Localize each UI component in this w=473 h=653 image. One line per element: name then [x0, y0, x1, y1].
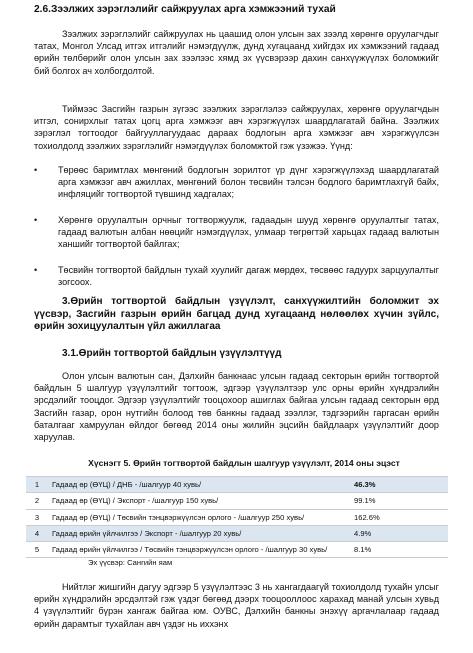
bullet-item-2 — [34, 214, 439, 251]
row-number: 1 — [26, 477, 48, 493]
bullet-text: Төсвийн тогтвортой байдлын тухай хуулийг дагаж мөрдөх, төсвөөс гадуурх зарцуулалтыг зогсоох. — [58, 265, 439, 288]
row-label: Гадаад өр (ӨҮЦ) / Экспорт - /шалгуур 150 хувь/ — [48, 493, 350, 509]
paragraph-4: Нийтлэг жишгийн дагуу эдгээр 5 үзүүлэлтээс 3 нь хангагдаагүй тохиолдолд тухайн улсыг өрийн хүндрэлийн эрсдэлтэй гэж үздэг бөгөөд дээрх тооцооллоос харахад манай улсын хувьд 4 үзүүлэлтийг бүрэн хангаж байгаа юм. ОУВС, Дэлхийн банкны энэхүү аргачлалаар гадаад өрийн дарамтыг тухайлан авч үздэг нь иххэнх — [34, 582, 439, 629]
debt-sustainability-table — [26, 476, 448, 558]
row-value: 46.3% — [350, 477, 448, 493]
row-value: 162.6% — [350, 509, 448, 525]
bullet-dot-icon: • — [34, 165, 38, 175]
row-value: 8.1% — [350, 542, 448, 558]
bullet-item-3 — [34, 264, 439, 288]
row-number: 5 — [26, 542, 48, 558]
table-row — [26, 493, 448, 509]
row-label: Гадаад өр (ӨҮЦ) / Төсвийн тэнцвэржүүлсэн орлого - /шалгуур 250 хувь/ — [48, 509, 350, 525]
bullet-text: Төрөөс баримтлах мөнгөний бодлогын зорилтот үр дүнг хэрэгжүүлэхэд шаардлагатай арга хэмжээг авч ажиллах, мөнгөний болон төсвийн тэлсэн бодлого баримтлахгүй байх, инфляцийг тогтвортой түвшинд хадгалах; — [58, 165, 439, 200]
paragraph-2: Тиймээс Засгийн газрын зүгээс зээлжих зэрэглэлээ сайжруулах, хөрөнгө оруулагчдын итгэл, сонирхлыг татах цогц арга хэмжээг авч хэрэгжүүлэх шаардлагатай байна. Зээлжих зэрэглэл тогтоодог байгууллагуудаас дараах бодлогын арга хэмжээг авч хэрэгжүүлсэн тохиолдолд зээлжих зэрэглэлийг нэмэгдүүлэх боломжтой гэж үзэжээ. Үүнд: — [34, 104, 439, 151]
row-number: 2 — [26, 493, 48, 509]
bullet-dot-icon: • — [34, 215, 38, 225]
row-label: Гадаад өр (ӨҮЦ) / ДНБ - /шалгуур 40 хувь/ — [48, 477, 350, 493]
row-number: 4 — [26, 525, 48, 541]
table-row — [26, 509, 448, 525]
section-heading-3-1: 3.1.Өрийн тогтвортой байдлын үзүүлэлтүүд — [62, 348, 282, 359]
table-caption: Хүснэгт 5. Өрийн тогтвортой байдлын шалгуур үзүүлэлт, 2014 оны эцэст — [88, 458, 400, 468]
section-heading-3: 3.Өрийн тогтвортой байдлын үзүүлэлт, санхүүжилтийн боломжит эх үүсвэр, Засгийн газрын өрийн багцад дунд хугацаанд нөлөөлөх хүчин зүйлс, өрийн зохицуулалтын үйл ажиллагаа — [34, 296, 439, 333]
row-label: Гадаад өрийн үйлчилгээ / Төсвийн тэнцвэржүүлсэн орлого - /шалгуур 30 хувь/ — [48, 542, 350, 558]
row-number: 3 — [26, 509, 48, 525]
table-row — [26, 477, 448, 493]
row-value: 4.9% — [350, 525, 448, 541]
row-label: Гадаад өрийн үйлчилгээ / Экспорт - /шалгуур 20 хувь/ — [48, 525, 350, 541]
table-source-note: Эх үүсвэр: Сангийн яам — [88, 558, 173, 567]
bullet-text: Хөрөнгө оруулалтын орчныг тогтворжуулж, гадаадын шууд хөрөнгө оруулалтыг татах, гадаад валютын албан нөөцийг нэмэгдүүлэх, улмаар төгрөгтэй харьцах гадаад валютын ханшийг тогтвортой байлгах; — [58, 215, 439, 250]
paragraph-3: Олон улсын валютын сан, Дэлхийн банкнаас улсын гадаад секторын өрийн тогтвортой байдлын 5 шалгуур үзүүлэлтийг тогтоож, эдгээр үзүүлэлтээр улс орны өрийн хүндрэлийн эрсдэлийг тооцдог. Эдгээр үзүүлэлтийг тооцохоор ашиглах байгаа улсын гадаад секторын өрд Засгийн газар, орон нутгийн болоод төв банкны гадаад зээллэг, тэдгээрийн гаргасан өрийн баталгааг хамруулан өйлдог бөгөөд 2014 оны жилийн эцсийн байдлаарх үзүүлэлтийг доор харуулав. — [34, 371, 439, 443]
table-row — [26, 542, 448, 558]
bullet-dot-icon: • — [34, 265, 38, 275]
row-value: 99.1% — [350, 493, 448, 509]
bullet-item-1 — [34, 164, 439, 201]
section-heading-2-6: 2.6.Зээлжих зэрэглэлийг сайжруулах арга хэмжээний тухай — [34, 4, 336, 15]
table-row — [26, 525, 448, 541]
paragraph-1: Зээлжих зэрэглэлийг сайжруулах нь цаашид олон улсын зах зээлд хөрөнгө оруулагчдыг татах, Монгол Улсад итгэх итгэлийг нэмэгдүүлж, дунд хугацаанд хийгдэх их хэмжээний гадаад өрийн төлбөрийг олон улсын зах зээлээс хямд эх үүсвэрээр дахин санхүүжүүлэх боломжийг бий болгох ач холбогдолтой. — [34, 29, 439, 76]
